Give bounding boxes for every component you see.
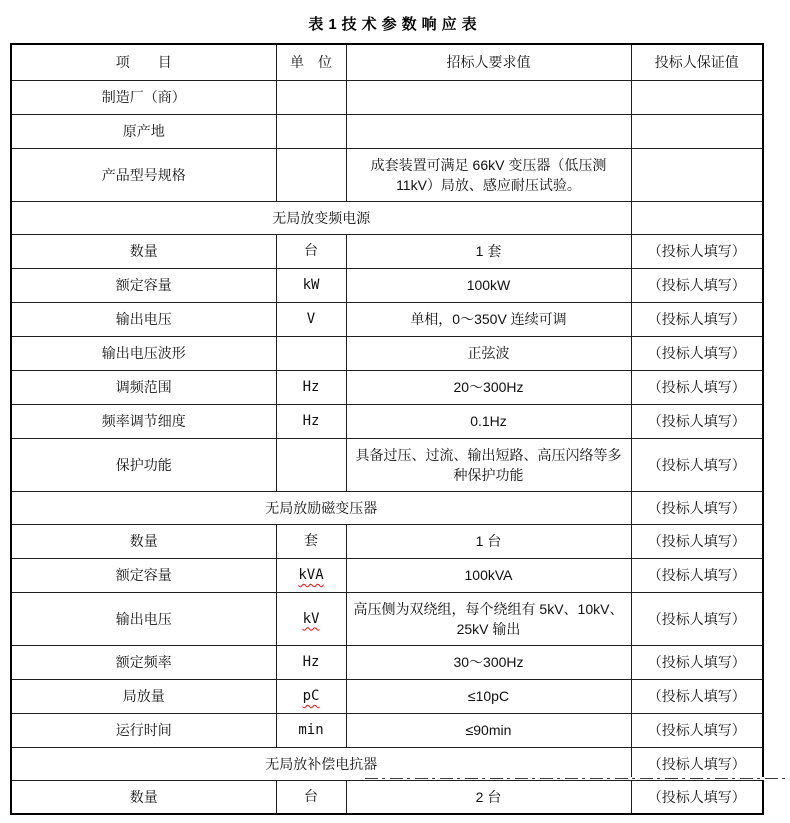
section-title-cell: 无局放变频电源	[11, 201, 631, 234]
col-header-unit: 单 位	[276, 44, 346, 80]
table-row	[11, 438, 763, 491]
unit-cell: pC	[276, 679, 346, 713]
table-row	[11, 645, 763, 679]
unit-cell: kV	[276, 592, 346, 645]
required-value-cell: 100kVA	[346, 558, 631, 592]
section-row	[11, 491, 763, 524]
guaranteed-value-cell: （投标人填写）	[631, 438, 763, 491]
required-value-cell: 20～300Hz	[346, 370, 631, 404]
item-cell: 数量	[11, 780, 276, 814]
table-wrapper	[10, 43, 764, 815]
unit-cell: 套	[276, 524, 346, 558]
item-cell: 输出电压	[11, 592, 276, 645]
col-header-guaranteed-value: 投标人保证值	[631, 44, 763, 80]
unit-cell: 台	[276, 234, 346, 268]
required-value-cell: 1 台	[346, 524, 631, 558]
unit-cell: Hz	[276, 645, 346, 679]
page-break-dash-line	[365, 777, 785, 780]
required-value-cell: 0.1Hz	[346, 404, 631, 438]
table-row	[11, 780, 763, 814]
col-header-item: 项 目	[11, 44, 276, 80]
guaranteed-value-cell: （投标人填写）	[631, 747, 763, 780]
unit-cell	[276, 114, 346, 148]
table-header	[11, 44, 763, 80]
guaranteed-value-cell: （投标人填写）	[631, 679, 763, 713]
table-body	[11, 80, 763, 814]
parameter-response-table	[10, 43, 764, 815]
unit-cell	[276, 80, 346, 114]
table-row	[11, 370, 763, 404]
required-value-cell: 成套装置可满足 66kV 变压器（低压测 11kV）局放、感应耐压试验。	[346, 148, 631, 201]
item-cell: 频率调节细度	[11, 404, 276, 438]
item-cell: 局放量	[11, 679, 276, 713]
table-row	[11, 336, 763, 370]
unit-cell: Hz	[276, 404, 346, 438]
table-row	[11, 114, 763, 148]
item-cell: 额定频率	[11, 645, 276, 679]
guaranteed-value-cell: （投标人填写）	[631, 524, 763, 558]
unit-cell: kVA	[276, 558, 346, 592]
required-value-cell	[346, 114, 631, 148]
required-value-cell: ≤10pC	[346, 679, 631, 713]
table-row	[11, 592, 763, 645]
item-cell: 调频范围	[11, 370, 276, 404]
section-row	[11, 201, 763, 234]
guaranteed-value-cell	[631, 80, 763, 114]
guaranteed-value-cell: （投标人填写）	[631, 370, 763, 404]
unit-cell: min	[276, 713, 346, 747]
required-value-cell: 100kW	[346, 268, 631, 302]
unit-cell: kW	[276, 268, 346, 302]
unit-cell: 台	[276, 780, 346, 814]
guaranteed-value-cell	[631, 148, 763, 201]
guaranteed-value-cell: （投标人填写）	[631, 268, 763, 302]
unit-cell: Hz	[276, 370, 346, 404]
required-value-cell: 具备过压、过流、输出短路、高压闪络等多种保护功能	[346, 438, 631, 491]
page-title: 表1技术参数响应表	[308, 16, 482, 33]
item-cell: 运行时间	[11, 713, 276, 747]
guaranteed-value-cell: （投标人填写）	[631, 645, 763, 679]
guaranteed-value-cell	[631, 114, 763, 148]
unit-cell	[276, 336, 346, 370]
required-value-cell: 2 台	[346, 780, 631, 814]
item-cell: 输出电压	[11, 302, 276, 336]
unit-cell	[276, 148, 346, 201]
table-row	[11, 148, 763, 201]
item-cell: 额定容量	[11, 558, 276, 592]
guaranteed-value-cell	[631, 201, 763, 234]
section-title-cell: 无局放补偿电抗器	[11, 747, 631, 780]
table-row	[11, 679, 763, 713]
required-value-cell: 1 套	[346, 234, 631, 268]
item-cell: 原产地	[11, 114, 276, 148]
guaranteed-value-cell: （投标人填写）	[631, 592, 763, 645]
item-cell: 数量	[11, 234, 276, 268]
item-cell: 保护功能	[11, 438, 276, 491]
guaranteed-value-cell: （投标人填写）	[631, 404, 763, 438]
table-row	[11, 558, 763, 592]
table-row	[11, 80, 763, 114]
unit-cell	[276, 438, 346, 491]
section-row	[11, 747, 763, 780]
guaranteed-value-cell: （投标人填写）	[631, 336, 763, 370]
required-value-cell: 30～300Hz	[346, 645, 631, 679]
guaranteed-value-cell: （投标人填写）	[631, 713, 763, 747]
section-title-cell: 无局放励磁变压器	[11, 491, 631, 524]
guaranteed-value-cell: （投标人填写）	[631, 558, 763, 592]
table-row	[11, 713, 763, 747]
header-row	[11, 44, 763, 80]
table-row	[11, 268, 763, 302]
item-cell: 数量	[11, 524, 276, 558]
guaranteed-value-cell: （投标人填写）	[631, 780, 763, 814]
required-value-cell: 单相，0～350V 连续可调	[346, 302, 631, 336]
item-cell: 额定容量	[11, 268, 276, 302]
table-row	[11, 302, 763, 336]
guaranteed-value-cell: （投标人填写）	[631, 491, 763, 524]
unit-cell: V	[276, 302, 346, 336]
item-cell: 输出电压波形	[11, 336, 276, 370]
required-value-cell: 高压侧为双绕组，每个绕组有 5kV、10kV、25kV 输出	[346, 592, 631, 645]
item-cell: 产品型号规格	[11, 148, 276, 201]
item-cell: 制造厂（商）	[11, 80, 276, 114]
col-header-required-value: 招标人要求值	[346, 44, 631, 80]
table-row	[11, 234, 763, 268]
table-row	[11, 524, 763, 558]
guaranteed-value-cell: （投标人填写）	[631, 302, 763, 336]
required-value-cell	[346, 80, 631, 114]
required-value-cell: ≤90min	[346, 713, 631, 747]
required-value-cell: 正弦波	[346, 336, 631, 370]
table-row	[11, 404, 763, 438]
guaranteed-value-cell: （投标人填写）	[631, 234, 763, 268]
